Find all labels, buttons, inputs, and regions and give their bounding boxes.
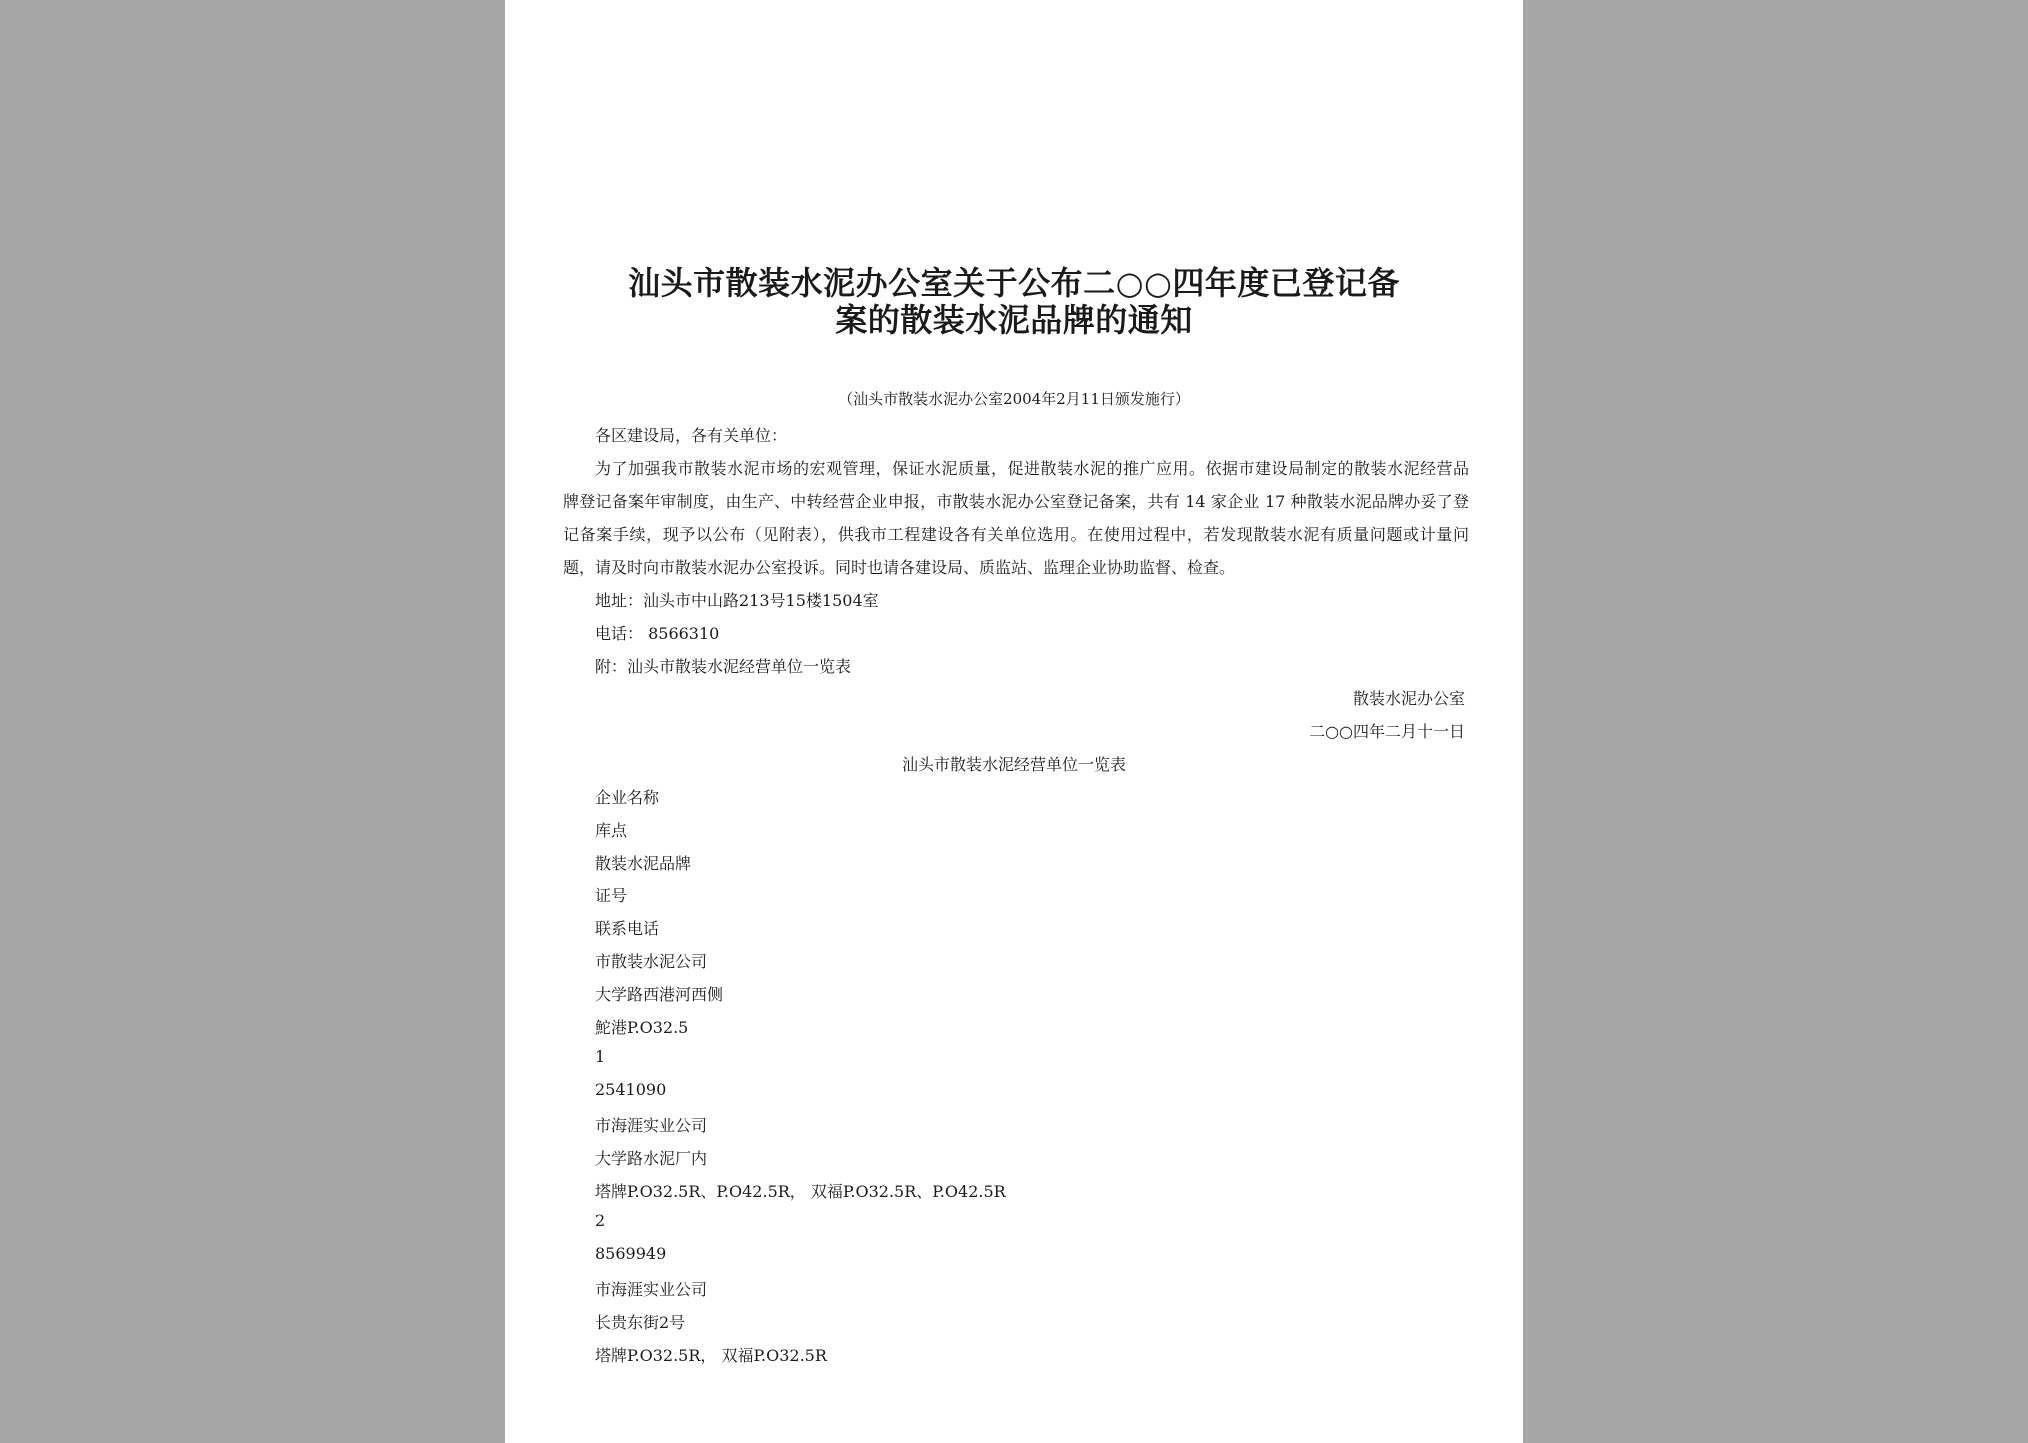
table-list-item: 证号 xyxy=(595,886,628,905)
document-title-line-2: 案的散装水泥品牌的通知 xyxy=(835,301,1193,339)
table-list-item: 塔牌P.O32.5R、P.O42.5R， 双福P.O32.5R、P.O42.5R xyxy=(595,1182,1006,1201)
table-list-item: 库点 xyxy=(595,821,628,840)
salutation: 各区建设局，各有关单位： xyxy=(595,426,788,445)
table-title: 汕头市散装水泥经营单位一览表 xyxy=(901,755,1126,774)
issue-date: 二○○四年二月十一日 xyxy=(1309,722,1465,741)
table-list-item: 2541090 xyxy=(595,1080,667,1099)
table-list-item: 市海涯实业公司 xyxy=(595,1116,708,1135)
table-list-item: 8569949 xyxy=(595,1244,667,1263)
body-line-1: 为了加强我市散装水泥市场的宏观管理，保证水泥质量，促进散装水泥的推广应用。依据市建设局制定的散装水泥经营品 xyxy=(595,459,1469,478)
body-line-4: 题，请及时向市散装水泥办公室投诉。同时也请各建设局、质监站、监理企业协助监督、检查。 xyxy=(563,558,1236,577)
table-list-item: 散装水泥品牌 xyxy=(595,854,692,873)
address-line: 地址：汕头市中山路213号15楼1504室 xyxy=(595,591,879,610)
attachment-line: 附：汕头市散装水泥经营单位一览表 xyxy=(595,657,852,676)
body-line-2: 牌登记备案年审制度，由生产、中转经营企业申报，市散装水泥办公室登记备案，共有 14 家企业 17 种散装水泥品牌办妥了登 xyxy=(563,492,1469,511)
table-list-item: 大学路水泥厂内 xyxy=(595,1149,708,1168)
table-list-item: 长贵东街2号 xyxy=(595,1313,686,1332)
body-line-3: 记备案手续，现予以公布（见附表），供我市工程建设各有关单位选用。在使用过程中，若发现散装水泥有质量问题或计量问 xyxy=(563,525,1469,544)
phone-line: 电话： 8566310 xyxy=(595,624,720,643)
table-list-item: 市海涯实业公司 xyxy=(595,1280,708,1299)
table-list-item: 1 xyxy=(595,1047,606,1066)
table-list-item: 大学路西港河西侧 xyxy=(595,985,724,1004)
table-list-item: 联系电话 xyxy=(595,919,660,938)
table-list-item: 塔牌P.O32.5R， 双福P.O32.5R xyxy=(595,1346,827,1365)
table-list-item: 鮀港P.O32.5 xyxy=(595,1018,689,1037)
table-list-item: 市散装水泥公司 xyxy=(595,952,708,971)
document-title-line-1: 汕头市散装水泥办公室关于公布二○○四年度已登记备 xyxy=(628,264,1400,302)
table-list-item: 企业名称 xyxy=(595,788,660,807)
issuance-note: （汕头市散装水泥办公室2004年2月11日颁发施行） xyxy=(838,390,1190,408)
document-page xyxy=(505,0,1523,1443)
table-list-item: 2 xyxy=(595,1211,606,1230)
signature: 散装水泥办公室 xyxy=(1352,689,1465,708)
